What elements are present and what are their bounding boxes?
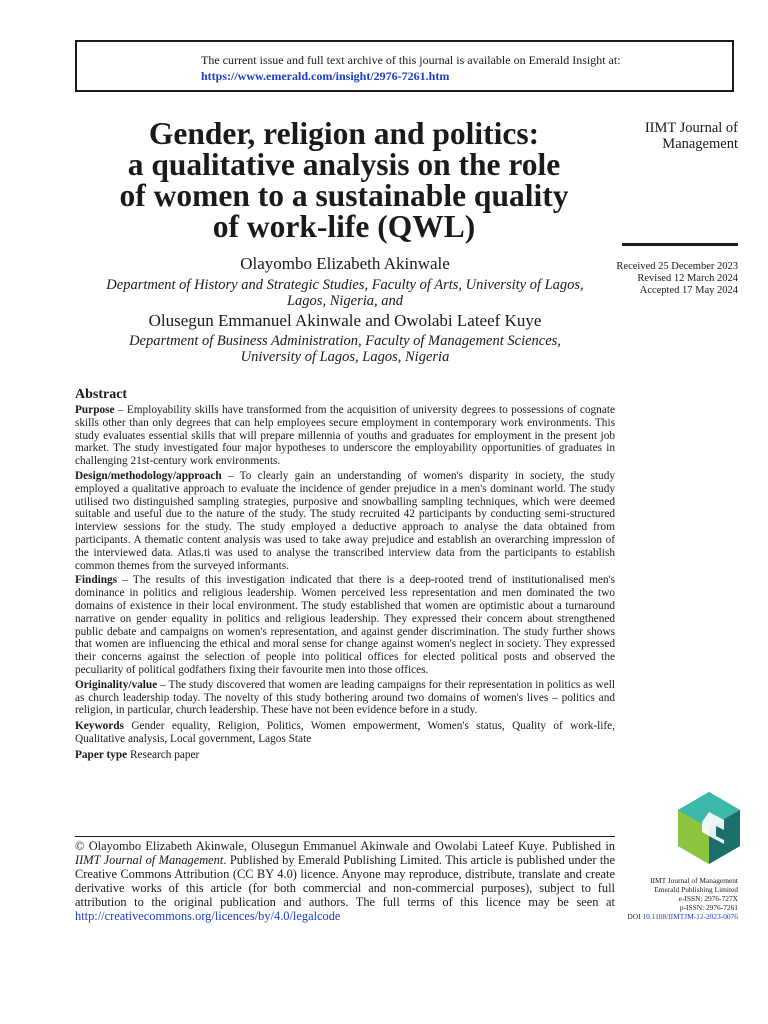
title-line: Gender, religion and politics: [148, 116, 540, 151]
affiliation-line: Department of History and Strategic Studies, Faculty of Arts, University of Lagos, [106, 277, 584, 293]
abstract-findings [75, 574, 615, 676]
affiliation-1 [0, 277, 690, 309]
author-2: Olusegun Emmanuel Akinwale and Owolabi Lateef Kuye [148, 311, 542, 330]
paper-type-text: Research paper [127, 748, 200, 761]
keywords-label: Keywords [75, 720, 124, 733]
affiliation-2 [0, 333, 690, 365]
journal-name-line: IIMT Journal of [644, 120, 738, 136]
journal-availability-banner [75, 40, 734, 92]
keywords-text: Gender equality, Religion, Politics, Women empowerment, Women's status, Quality of work-life, Qualitative analysis, Local government, Lagos State [75, 720, 615, 745]
abstract-body [75, 404, 615, 764]
affiliation-line: University of Lagos, Lagos, Nigeria [240, 349, 450, 365]
license-text-2: . Published by Emerald Publishing Limited. This article is published under the Creative Commons Attribution (CC BY 4.0) licence. Anyone may reproduce, distribute, translate and create derivative works of this article (for both commercial and non-commercial purposes), subject to full attribution to the original publication and authors. The full terms of this licence may be seen at [75, 853, 616, 909]
title-line: of work-life (QWL) [212, 209, 476, 244]
doi-link[interactable]: 10.1108/IIMTJM-12-2023-0076 [642, 912, 738, 921]
received-date: Received 25 December 2023 [616, 261, 738, 272]
footer-doi [600, 912, 738, 921]
footer-publisher: Emerald Publishing Limited [654, 885, 738, 894]
paper-type-label: Paper type [75, 748, 128, 761]
originality-label: Originality/value [75, 678, 158, 691]
footer-pissn: p-ISSN: 2976-7261 [679, 903, 738, 912]
doi-label: DOI [627, 912, 643, 921]
publication-info [600, 876, 738, 921]
keywords [75, 720, 615, 746]
author-1: Olayombo Elizabeth Akinwale [240, 254, 450, 273]
findings-label: Findings [75, 574, 118, 587]
banner-text: The current issue and full text archive of this journal is available on Emerald Insight at: [201, 53, 621, 67]
design-text: – To clearly gain an understanding of women's disparity in society, the study employed a qualitative approach to evaluate the incidence of gender prejudice in a men's dominant world. The study utilised two distinguished sampling strategies, purposive and snowballing sampling techniques, which were deemed suitable and useful due to the nature of the study. The study recruited 42 participants by conducting semi-structured interview sessions for the study. The study employed a deductive approach to analyse the data obtained from participants. A thematic content analysis was used to take away prejudice and establish an overarching impression of the interviewed data. Atlas.ti was used to analyse the transcribed interview data from the participants to establish common themes from the surveyed informants. [75, 469, 615, 572]
title-line: a qualitative analysis on the role [127, 147, 561, 182]
abstract-purpose [75, 404, 615, 468]
journal-name [622, 120, 738, 152]
affiliation-line: Department of Business Administration, Faculty of Management Sciences, [129, 333, 561, 349]
findings-text: – The results of this investigation indicated that there is a deep-rooted trend of institutionalised men's dominance in politics and religious leadership. Women perceived less representation and men dominated the two domains of existence in their local environment. The study established that women are optimistic about a turnaround narrative on gender equality in politics and religious leadership. They expressed their concern about strengthened public debate and campaigns on women's representation, and against gender discrimination. The study further shows that women are influencing the ethical and moral sense for change against women's neglect in society. They expressed their concerns against the selection of people into political offices for elected political posts and observed the peculiarity of political godfathers fixing their favourite men into those offices. [75, 574, 615, 676]
revised-date: Revised 12 March 2024 [637, 273, 738, 284]
license-journal: IIMT Journal of Management [75, 853, 224, 867]
sidebar-rule [622, 243, 738, 246]
license-link[interactable]: http://creativecommons.org/licences/by/4.0/legalcode [75, 909, 341, 923]
footer-journal: IIMT Journal of Management [650, 876, 738, 885]
title-line: of women to a sustainable quality [119, 178, 569, 213]
abstract-heading: Abstract [75, 387, 128, 402]
abstract-originality [75, 679, 615, 717]
design-label: Design/methodology/approach [75, 469, 222, 482]
article-title [66, 118, 622, 242]
paper-type [75, 749, 615, 762]
accepted-date: Accepted 17 May 2024 [639, 285, 738, 296]
footer-eissn: e-ISSN: 2976-727X [678, 894, 738, 903]
originality-text: – The study discovered that women are leading campaigns for their representation in politics as well as church leadership today. The novelty of this study bothering around two domains of women's lives – politics and religion, in particular, church leadership. These have not been evidence before in a study. [75, 678, 615, 717]
license-notice [75, 836, 615, 923]
abstract-design [75, 470, 615, 572]
purpose-label: Purpose [75, 404, 115, 416]
affiliation-line: Lagos, Nigeria, and [286, 293, 403, 309]
banner-link[interactable]: https://www.emerald.com/insight/2976-7261.htm [201, 69, 450, 83]
license-text-1: © Olayombo Elizabeth Akinwale, Olusegun Emmanuel Akinwale and Owolabi Lateef Kuye. Published in [75, 839, 615, 853]
journal-name-line: Management [662, 136, 738, 152]
purpose-text: – Employability skills have transformed from the acquisition of university degrees to possessions of cognate skills other than only degrees that can help employees secure employment in contemporary work environments. This study evaluates essential skills that will prepare millennia of youths and graduates for employment in the present job market. The study investigated four major hypotheses to underscore the employability opportunities of graduates in challenging 21st-century work environments. [75, 404, 615, 468]
emerald-logo-icon [678, 792, 740, 864]
